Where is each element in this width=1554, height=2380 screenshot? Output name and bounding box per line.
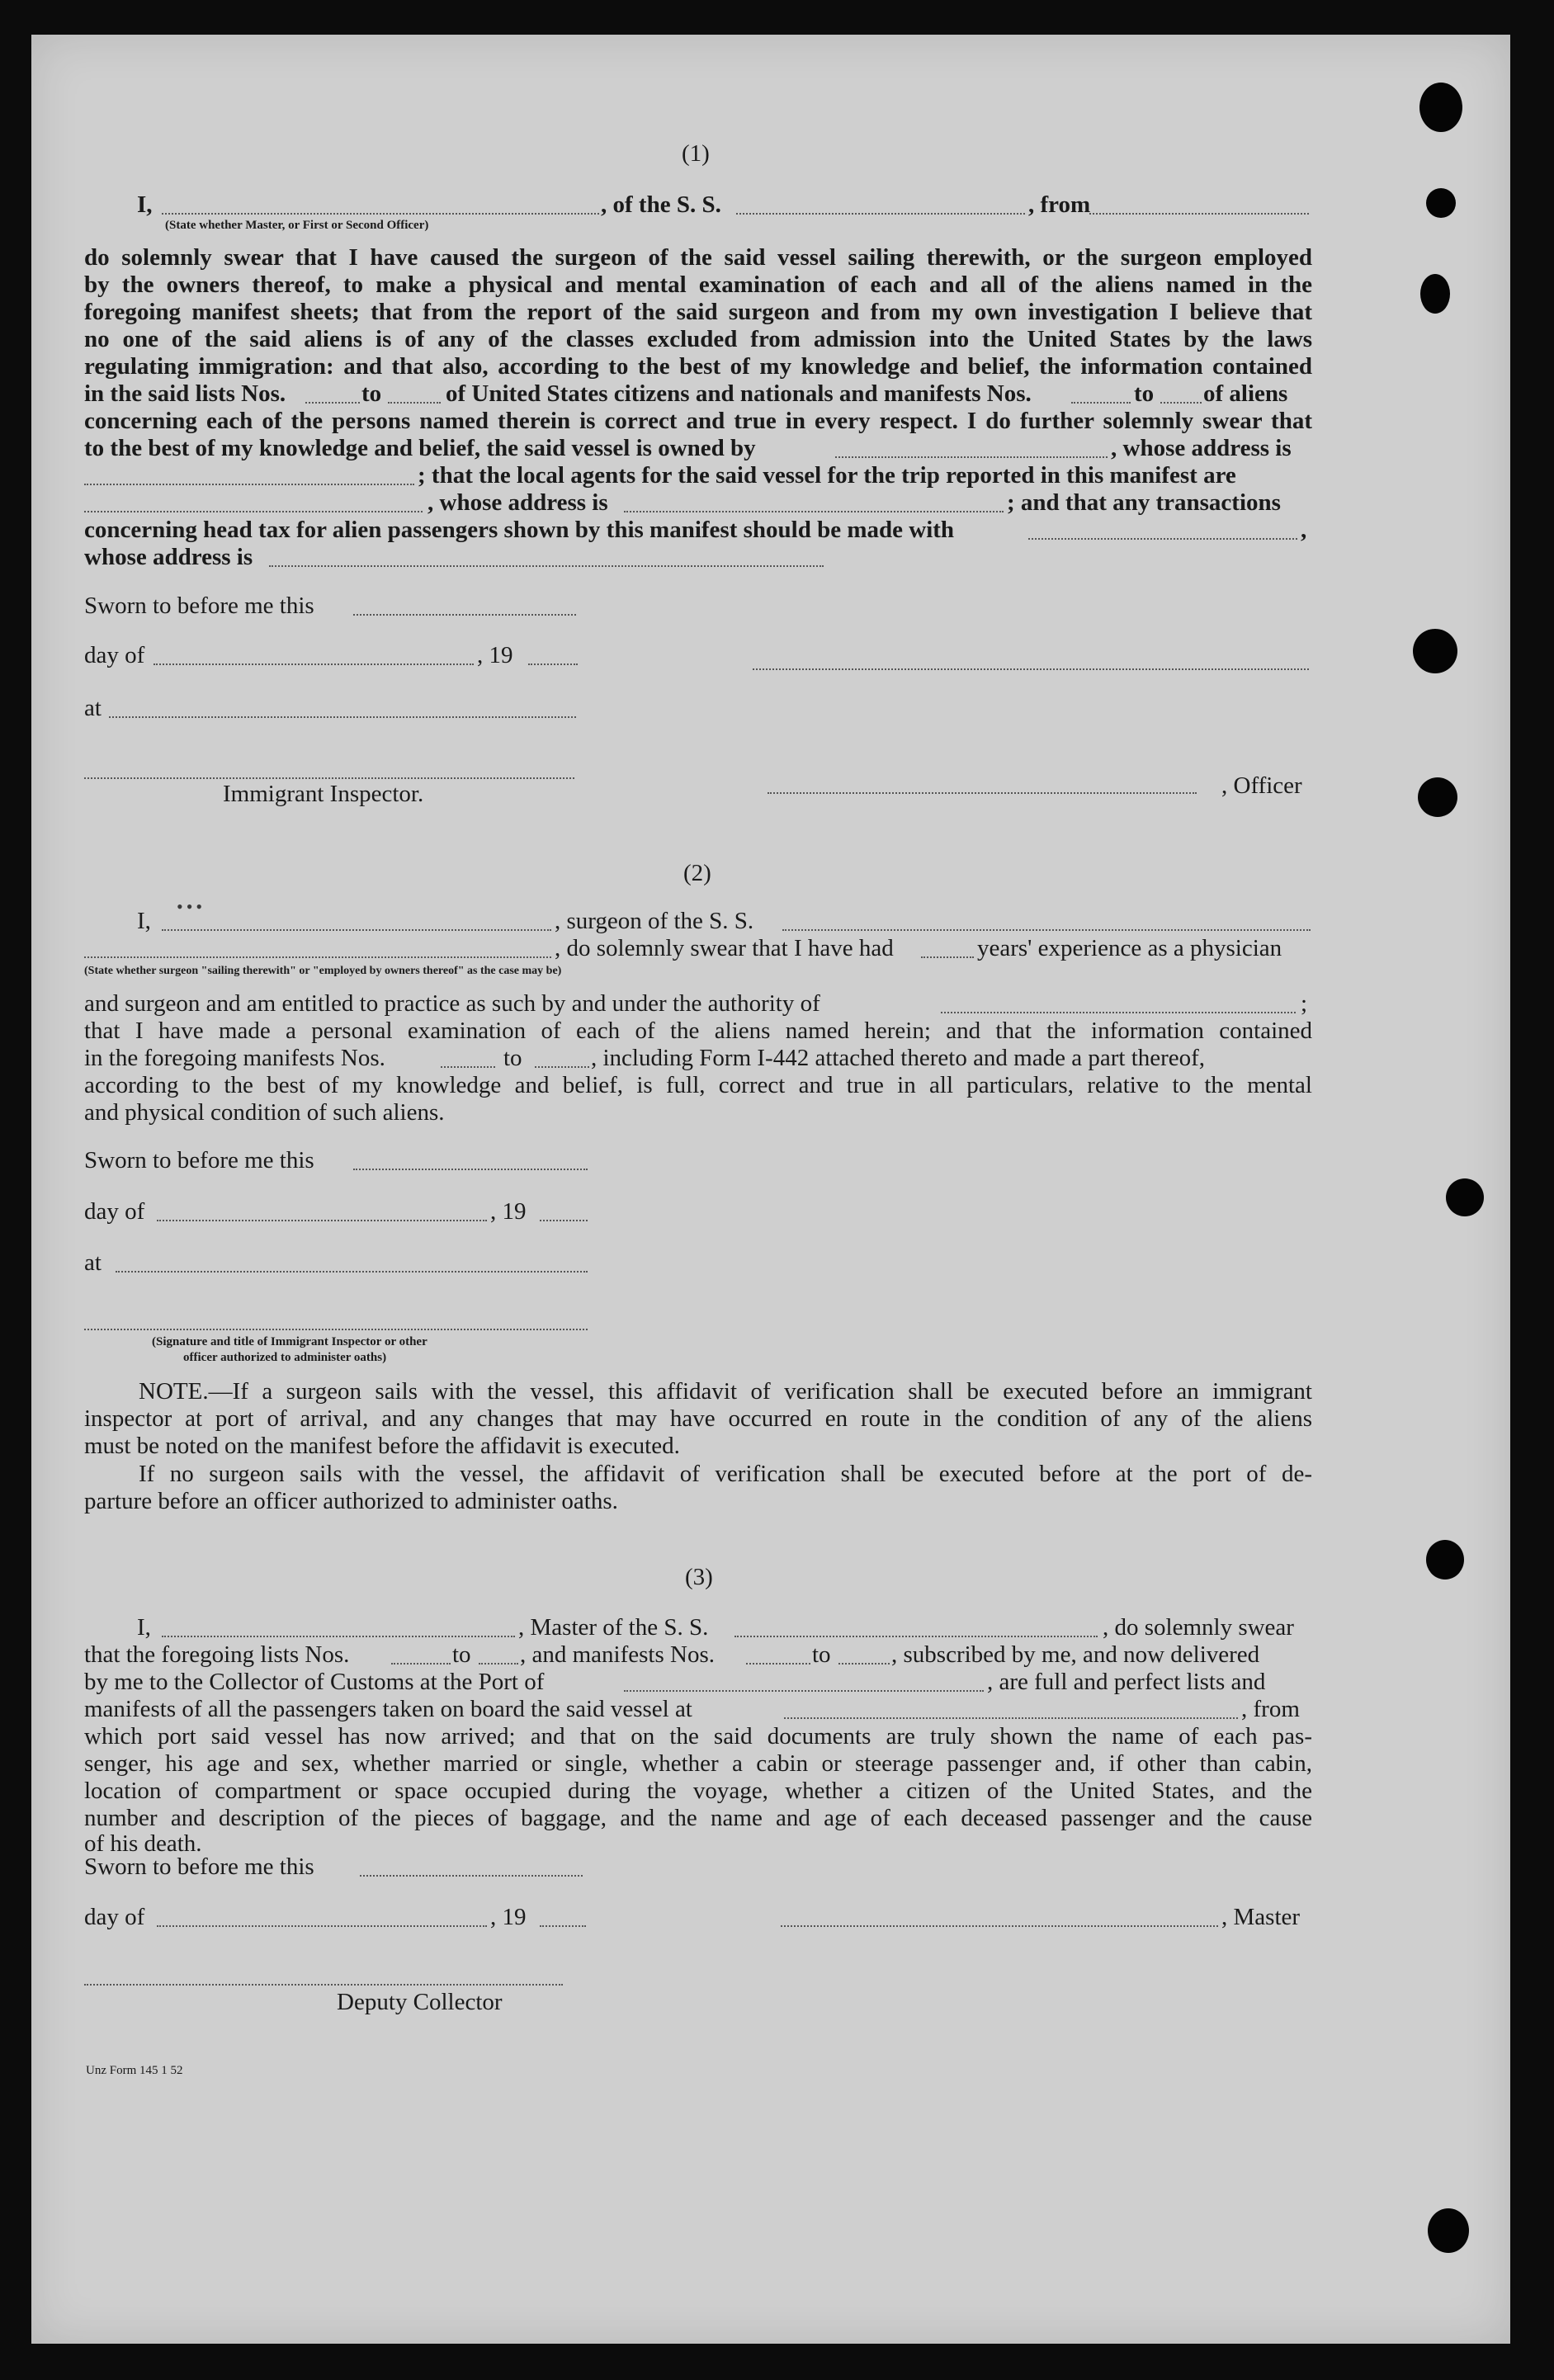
year-label: , 19 xyxy=(490,1904,527,1930)
sworn-label: Sworn to before me this xyxy=(84,1853,314,1880)
paragraph-line: do solemnly swear that I have caused the surgeon of the said vessel sailing therewith, or the surgeon employed xyxy=(84,244,1312,271)
years-blank xyxy=(921,956,974,958)
sec1-of-ss-label: , of the S. S. xyxy=(601,191,721,218)
punch-hole xyxy=(1446,1178,1484,1216)
form-number: Unz Form 145 1 52 xyxy=(86,2064,183,2077)
day-of-label: day of xyxy=(84,1904,145,1930)
form-i442-label: , including Form I-442 attached thereto and made a part thereof, xyxy=(591,1045,1206,1071)
year-blank xyxy=(540,1925,586,1927)
taken-on-board-label: manifests of all the passengers taken on board the said vessel at xyxy=(84,1696,692,1722)
agents-blank xyxy=(84,511,423,512)
sec1-i-label: I, xyxy=(137,191,153,218)
lists-nos-label: in the said lists Nos. xyxy=(84,380,286,407)
paragraph-line: which port said vessel has now arrived; and that on the said documents are truly shown the name of each pas- xyxy=(84,1723,1312,1750)
local-agents-label: ; that the local agents for the said vessel for the trip reported in this manifest are xyxy=(418,462,1236,489)
section-1-heading: (1) xyxy=(682,140,710,167)
punch-hole xyxy=(1428,2208,1469,2253)
officer-label: , Officer xyxy=(1221,772,1302,799)
sec2-vessel-blank xyxy=(782,929,1311,931)
list-to-blank xyxy=(388,402,441,404)
officer-signature-blank xyxy=(753,668,1309,670)
sec3-i-label: I, xyxy=(137,1614,151,1641)
to-label: to xyxy=(361,380,382,407)
signature-sublabel: (Signature and title of Immigrant Inspector or other xyxy=(152,1335,427,1348)
owner-address-label: , whose address is xyxy=(1111,435,1292,461)
sworn-date-blank xyxy=(353,614,576,616)
head-tax-address-blank xyxy=(269,565,824,567)
collector-signature-blank xyxy=(84,1984,563,1986)
note-paragraph-2 xyxy=(84,1461,1312,1515)
to-label: to xyxy=(1134,380,1155,407)
manifest-to-blank xyxy=(1160,402,1202,404)
note-paragraph xyxy=(84,1378,1312,1460)
sec2-i-label: I, xyxy=(137,908,151,934)
citizens-manifests-label: of United States citizens and nationals and manifests Nos. xyxy=(446,380,1032,407)
paragraph-line: inspector at port of arrival, and any changes that may have occurred en route in the condition of any of the aliens xyxy=(84,1405,1312,1432)
at-place-blank xyxy=(116,1271,588,1273)
owner-blank xyxy=(835,456,1108,458)
years-experience-label: years' experience as a physician xyxy=(977,935,1282,961)
punch-hole xyxy=(1420,274,1450,314)
punch-hole xyxy=(1413,629,1457,673)
to-label: to xyxy=(812,1641,831,1668)
to-label: to xyxy=(452,1641,471,1668)
deputy-collector-label: Deputy Collector xyxy=(337,1989,503,2015)
master-signature-blank xyxy=(781,1925,1218,1927)
head-tax-blank xyxy=(1028,538,1297,540)
punch-hole xyxy=(1426,188,1456,218)
at-place-blank xyxy=(109,716,576,718)
paragraph-line: NOTE.—If a surgeon sails with the vessel, this affidavit of verification shall be executed before an immigrant xyxy=(139,1378,1312,1405)
comma: , xyxy=(1301,517,1307,543)
month-blank xyxy=(157,1925,487,1927)
sec3-oath-paragraph xyxy=(84,1723,1312,1832)
foregoing-manifests-label: in the foregoing manifests Nos. xyxy=(84,1045,385,1071)
paragraph-line: concerning each of the persons named therein is correct and true in every respect. I do further solemnly swear that xyxy=(84,408,1312,434)
paragraph-line: that I have made a personal examination of each of the aliens named herein; and that the information contained xyxy=(84,1018,1312,1044)
agents-address-label: , whose address is xyxy=(427,489,608,516)
punch-hole xyxy=(1418,777,1457,817)
at-label: at xyxy=(84,695,102,721)
authority-label: and surgeon and am entitled to practice as such by and under the authority of xyxy=(84,990,820,1017)
sec1-from-label: , from xyxy=(1028,191,1091,218)
sec2-examined-line xyxy=(84,1018,1312,1045)
at-label: at xyxy=(84,1249,102,1276)
paragraph-line: no one of the said aliens is of any of the classes excluded from admission into the United States by the laws xyxy=(84,326,1312,352)
and-manifests-label: , and manifests Nos. xyxy=(520,1641,715,1668)
year-blank xyxy=(528,663,578,665)
surgeon-status-sublabel: (State whether surgeon "sailing therewith" or "employed by owners thereof" as the case may be) xyxy=(84,965,562,977)
inspector-signature-blank xyxy=(84,777,574,779)
manifest-to-blank xyxy=(535,1066,589,1068)
list-from-blank xyxy=(305,402,360,404)
subscribed-label: , subscribed by me, and now delivered xyxy=(891,1641,1260,1668)
sec1-rank-sublabel: (State whether Master, or First or Second Officer) xyxy=(165,219,429,232)
boarding-port-blank xyxy=(784,1717,1238,1719)
day-of-label: day of xyxy=(84,1198,145,1225)
sec2-closing-paragraph xyxy=(84,1072,1312,1126)
semicolon: ; xyxy=(1301,990,1308,1017)
of-aliens-label: of aliens xyxy=(1203,380,1288,407)
list-from-blank xyxy=(391,1663,451,1665)
paragraph-line: according to the best of my knowledge and belief, is full, correct and true in all particulars, relative to the mental xyxy=(84,1072,1312,1098)
day-of-label: day of xyxy=(84,642,145,668)
month-blank xyxy=(157,1220,487,1221)
manifest-to-blank xyxy=(838,1663,890,1665)
surgeon-name-blank xyxy=(162,929,551,931)
signature-blank xyxy=(84,1329,588,1330)
foregoing-lists-label: that the foregoing lists Nos. xyxy=(84,1641,350,1668)
agents-address-blank xyxy=(624,511,1004,512)
paragraph-line: regulating immigration: and that also, according to the best of my knowledge and belief, the information contained xyxy=(84,353,1312,380)
sec1-oath-paragraph xyxy=(84,244,1312,380)
section-3-heading: (3) xyxy=(685,1564,713,1590)
manifest-from-blank xyxy=(746,1663,810,1665)
sec1-concerning-line xyxy=(84,408,1312,435)
paragraph-line: location of compartment or space occupied during the voyage, whether a citizen of the United States, and the xyxy=(84,1778,1312,1804)
whose-address-label: whose address is xyxy=(84,544,253,570)
master-name-blank xyxy=(162,1636,515,1637)
port-blank xyxy=(624,1690,984,1692)
paragraph-line: number and description of the pieces of baggage, and the name and age of each deceased passenger and the cause xyxy=(84,1805,1312,1831)
sworn-label: Sworn to before me this xyxy=(84,593,314,619)
paragraph-line: senger, his age and sex, whether married or single, whether a cabin or steerage passenger and, if other than cabin, xyxy=(84,1750,1312,1777)
master-label: , Master xyxy=(1221,1904,1301,1930)
surgeon-status-blank xyxy=(84,956,551,958)
paragraph-line: by the owners thereof, to make a physical and mental examination of each and all of the aliens named in the xyxy=(84,272,1312,298)
signature-sublabel: officer authorized to administer oaths) xyxy=(183,1351,387,1364)
full-perfect-lists-label: , are full and perfect lists and xyxy=(987,1669,1266,1695)
of-his-death: of his death. xyxy=(84,1830,202,1857)
from-port-blank xyxy=(1089,213,1309,215)
punch-hole xyxy=(1426,1540,1464,1580)
authority-blank xyxy=(941,1012,1296,1013)
year-label: , 19 xyxy=(490,1198,527,1225)
to-label: to xyxy=(503,1045,522,1071)
surgeon-of-ss-label: , surgeon of the S. S. xyxy=(555,908,754,934)
sworn-date-blank xyxy=(360,1875,583,1877)
month-blank xyxy=(154,663,474,665)
master-of-ss-label: , Master of the S. S. xyxy=(518,1614,709,1641)
immigrant-inspector-label: Immigrant Inspector. xyxy=(223,781,424,807)
year-label: , 19 xyxy=(477,642,513,668)
handwritten-mark: ••• xyxy=(177,896,206,917)
punch-hole xyxy=(1419,83,1462,132)
owner-address-blank xyxy=(84,484,414,485)
transactions-label: ; and that any transactions xyxy=(1007,489,1281,516)
vessel-name-blank xyxy=(736,213,1025,215)
collector-port-label: by me to the Collector of Customs at the Port of xyxy=(84,1669,545,1695)
years-experience-prefix: , do solemnly swear that I have had xyxy=(555,935,894,961)
manifest-from-blank xyxy=(441,1066,495,1068)
section-2-heading: (2) xyxy=(683,860,711,886)
paragraph-line: parture before an officer authorized to administer oaths. xyxy=(84,1488,618,1514)
officer-name-blank xyxy=(768,792,1197,794)
list-to-blank xyxy=(479,1663,518,1665)
do-solemnly-swear-label: , do solemnly swear xyxy=(1103,1614,1294,1641)
manifest-from-blank xyxy=(1071,402,1131,404)
from-label: , from xyxy=(1241,1696,1300,1722)
sworn-label: Sworn to before me this xyxy=(84,1147,314,1173)
head-tax-label: concerning head tax for alien passengers shown by this manifest should be made with xyxy=(84,517,955,543)
sworn-date-blank xyxy=(353,1169,588,1170)
paragraph-line: foregoing manifest sheets; that from the report of the said surgeon and from my own investigation I believe that xyxy=(84,299,1312,325)
owned-by-label: to the best of my knowledge and belief, the said vessel is owned by xyxy=(84,435,756,461)
paragraph-line: If no surgeon sails with the vessel, the affidavit of verification shall be executed before at the port of de- xyxy=(139,1461,1312,1487)
rank-blank xyxy=(162,213,599,215)
year-blank xyxy=(540,1220,588,1221)
sec3-vessel-blank xyxy=(734,1636,1098,1637)
paragraph-line: and physical condition of such aliens. xyxy=(84,1099,445,1126)
paragraph-line: must be noted on the manifest before the affidavit is executed. xyxy=(84,1433,680,1459)
